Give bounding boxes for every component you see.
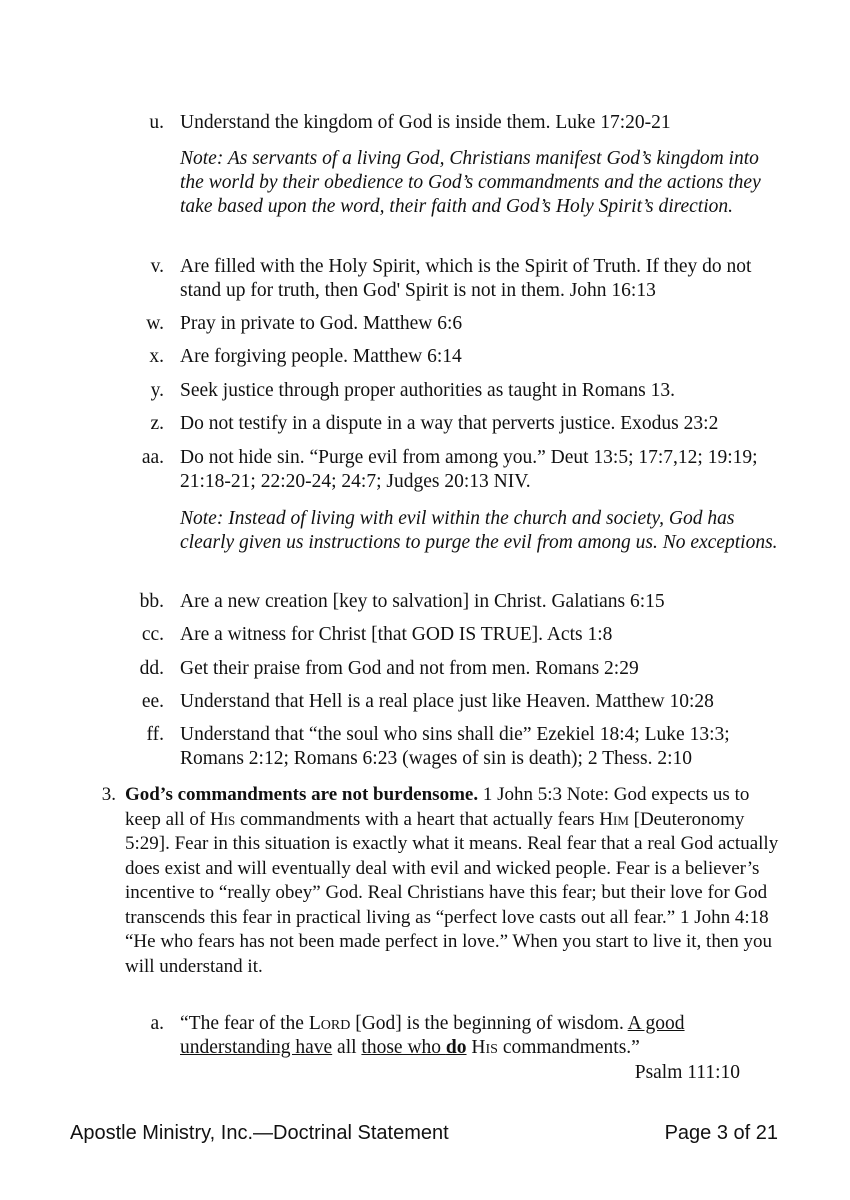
- list-item-text: Understand the kingdom of God is inside them. Luke 17:20-21: [180, 112, 671, 133]
- list-item-label: v.: [150, 256, 164, 277]
- list-item-text: Understand that “the soul who sins shall die” Ezekiel 18:4; Luke 13:3; Romans 2:12; Romans 6:23 (wages of sin is death); 2 Thess. 2:10: [180, 724, 730, 769]
- list-item-label: y.: [150, 380, 164, 401]
- list-item-label: bb.: [139, 591, 164, 612]
- list-item-text: Understand that Hell is a real place just like Heaven. Matthew 10:28: [180, 691, 714, 712]
- quote-part: do: [445, 1037, 467, 1058]
- quote-part: commandments.”: [497, 1037, 640, 1058]
- quote-part: [God] is the beginning of wisdom.: [350, 1013, 628, 1034]
- quote-part: all: [332, 1037, 362, 1058]
- list-item-label: z.: [150, 413, 164, 434]
- section-text: [Deuteronomy 5:29]. Fear in this situation is exactly what it means. Real fear that a real God actually does exist and will eventually deal with evil and wicked people. Fear is a believer’s incentive to “really obey” God. Real Christians have this fear; but their love for God transcends this fear in practical living as “perfect love casts out all fear.” 1 John 4:18 “He who fears has not been made perfect in love.” When you start to live it, then you will understand it.: [125, 808, 779, 977]
- list-item-label: x.: [149, 346, 164, 367]
- note-paragraph: Note: Instead of living with evil within the church and society, God has clearly given us instructions to purge the evil from among us. No exceptions.: [180, 508, 778, 553]
- list-item-label: dd.: [139, 658, 164, 679]
- note-paragraph: Note: As servants of a living God, Christians manifest God’s kingdom into the world by their obedience to God’s commandments and the actions they take based upon the word, their faith and God’s Holy Spirit’s direction.: [180, 148, 761, 217]
- list-item-text: Do not testify in a dispute in a way that perverts justice. Exodus 23:2: [180, 413, 719, 434]
- list-item-text: Are forgiving people. Matthew 6:14: [180, 346, 462, 367]
- quote-underline: A good understanding have: [180, 1013, 685, 1058]
- list-item-text: Get their praise from God and not from men. Romans 2:29: [180, 658, 639, 679]
- list-item-label: cc.: [141, 624, 164, 645]
- section-text: His: [209, 808, 236, 830]
- list-item-text: Do not hide sin. “Purge evil from among you.” Deut 13:5; 17:7,12; 19:19; 21:18-21; 22:20-24; 24:7; Judges 20:13 NIV.: [180, 447, 758, 492]
- section-heading: God’s commandments are not burdensome.: [125, 784, 479, 805]
- quote-underline: [361, 1037, 466, 1058]
- list-item-label: w.: [146, 313, 164, 334]
- section-text: Him: [599, 808, 629, 830]
- list-item-text: Seek justice through proper authorities as taught in Romans 13.: [180, 380, 675, 401]
- list-item-label: aa.: [141, 447, 164, 468]
- list-item-label: a.: [150, 1013, 164, 1034]
- list-item-label: ff.: [146, 724, 164, 745]
- list-item-label: u.: [149, 112, 164, 133]
- quote-part: those who: [361, 1037, 446, 1058]
- page-number: Page 3 of 21: [664, 1122, 778, 1144]
- list-item-text: Are a witness for Christ [that GOD IS TRUE]. Acts 1:8: [180, 624, 613, 645]
- list-item-label: ee.: [141, 691, 164, 712]
- section-number: 3.: [101, 784, 116, 805]
- footer-title: Apostle Ministry, Inc.—Doctrinal Statement: [70, 1122, 449, 1144]
- section-text: commandments with a heart that actually fears: [235, 808, 600, 830]
- list-item-text: Are a new creation [key to salvation] in Christ. Galatians 6:15: [180, 591, 665, 612]
- quote-part: Lord: [308, 1013, 351, 1034]
- list-item-text: Are filled with the Holy Spirit, which is the Spirit of Truth. If they do not stand up for truth, then God' Spirit is not in them. John 16:13: [180, 256, 752, 301]
- section-text: 1 John 5:3 Note: God expects us to keep all of: [125, 784, 750, 830]
- quote-part: “The fear of the: [180, 1013, 309, 1034]
- quote-part: His: [471, 1037, 498, 1058]
- quote-text: [180, 1012, 785, 1060]
- section-body: [125, 783, 780, 979]
- scripture-reference: Psalm 111:10: [634, 1062, 740, 1083]
- list-item-text: Pray in private to God. Matthew 6:6: [180, 313, 463, 334]
